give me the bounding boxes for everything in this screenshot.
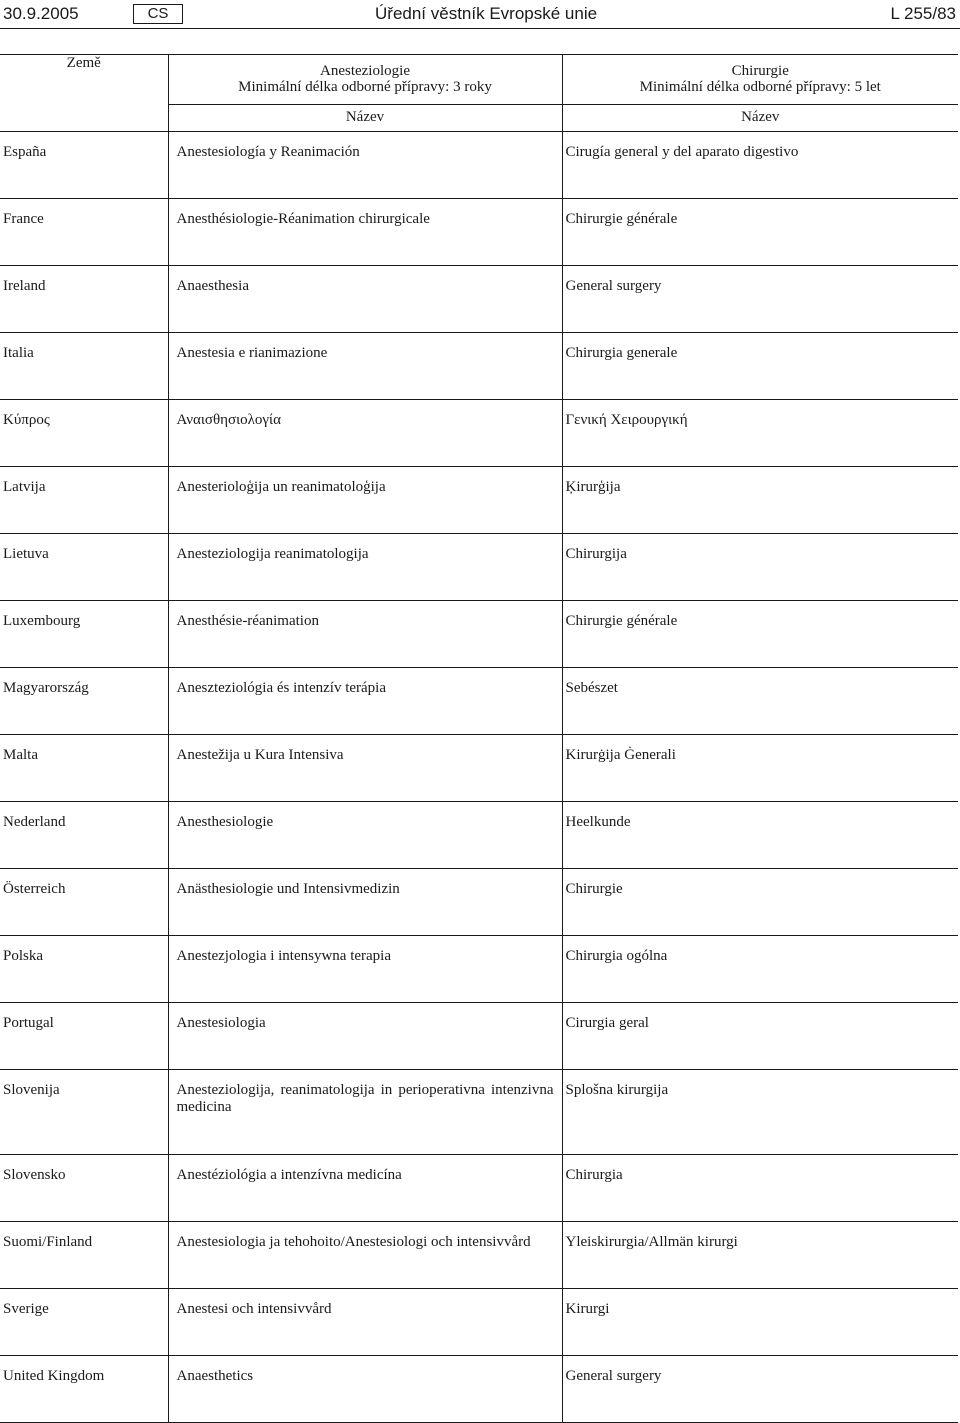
journal-title: Úřední věstník Evropské unie: [375, 4, 598, 23]
anaesthesia-name: Anesterioloģija un reanimatoloģija: [176, 479, 386, 495]
country-name: Κύπρος: [3, 412, 50, 428]
surgery-cell: [562, 1222, 958, 1289]
anaesthesia-cell: [168, 802, 562, 869]
country-cell: [0, 1003, 168, 1070]
country-cell: [0, 735, 168, 802]
country-name: Slovensko: [3, 1167, 66, 1183]
table-row: [0, 1070, 958, 1155]
country-name: United Kingdom: [3, 1368, 105, 1384]
surgery-name: Chirurgija: [565, 546, 627, 562]
surgery-name: General surgery: [565, 278, 662, 294]
country-name: Lietuva: [3, 546, 49, 562]
anaesthesia-cell: [168, 668, 562, 735]
surgery-cell: [562, 1003, 958, 1070]
country-cell: [0, 802, 168, 869]
page-reference: L 255/83: [890, 4, 956, 23]
anaesthesia-cell: [168, 400, 562, 467]
country-cell: [0, 869, 168, 936]
anaesthesia-column-header: [168, 55, 562, 105]
surgery-name: Chirurgia: [565, 1167, 623, 1183]
table-row: [0, 936, 958, 1003]
surgery-cell: [562, 668, 958, 735]
surgery-cell: [562, 132, 958, 199]
table-row: [0, 333, 958, 400]
country-cell: [0, 1070, 168, 1155]
surgery-cell: [562, 266, 958, 333]
surgery-name: Ķirurģija: [565, 479, 621, 495]
surgery-cell: [562, 467, 958, 534]
country-cell: [0, 1155, 168, 1222]
anaesthesia-name-label: Název: [168, 105, 562, 132]
country-name: Sverige: [3, 1301, 49, 1317]
country-cell: [0, 199, 168, 266]
table-row: [0, 1289, 958, 1356]
table-row: [0, 199, 958, 266]
publication-date: 30.9.2005: [3, 4, 79, 23]
table-row: [0, 735, 958, 802]
surgery-name: Chirurgie générale: [565, 211, 678, 227]
surgery-cell: [562, 333, 958, 400]
anaesthesia-cell: [168, 1003, 562, 1070]
country-name: Nederland: [3, 814, 66, 830]
anaesthesia-cell: [168, 735, 562, 802]
country-name: Magyarország: [3, 680, 89, 696]
country-name: Slovenija: [3, 1082, 60, 1098]
anaesthesia-name: Anestesiologia ja tehohoito/Anestesiologi och intensivvård: [176, 1234, 531, 1250]
table-row: [0, 1356, 958, 1423]
surgery-name: Kirurġija Ġenerali: [565, 747, 676, 763]
surgery-name: General surgery: [565, 1368, 662, 1384]
table-row: [0, 802, 958, 869]
table-row: [0, 668, 958, 735]
page-header: [0, 0, 960, 28]
anaesthesia-cell: [168, 601, 562, 668]
country-cell: [0, 1356, 168, 1423]
anaesthesia-name: Anesteziologija, reanimatologija in perioperativna intenzivna medicina: [176, 1082, 554, 1115]
anaesthesia-name: Αναισθησιολογία: [176, 412, 281, 428]
country-name: Malta: [3, 747, 38, 763]
header-divider: [0, 28, 960, 29]
country-cell: [0, 132, 168, 199]
surgery-name: Cirurgia geral: [565, 1015, 649, 1031]
anaesthesia-cell: [168, 1289, 562, 1356]
surgery-cell: [562, 802, 958, 869]
surgery-column-header: [562, 55, 958, 105]
country-cell: [0, 400, 168, 467]
language-badge: CS: [133, 4, 183, 24]
country-name: Italia: [3, 345, 34, 361]
surgery-cell: [562, 534, 958, 601]
anaesthesia-name: Anesthésie-réanimation: [176, 613, 319, 629]
country-name: Luxembourg: [3, 613, 81, 629]
country-name: Ireland: [3, 278, 46, 294]
anaesthesia-cell: [168, 869, 562, 936]
surgery-cell: [562, 1289, 958, 1356]
table-row: [0, 467, 958, 534]
table-row: [0, 1003, 958, 1070]
surgery-cell: [562, 1155, 958, 1222]
surgery-name: Cirugía general y del aparato digestivo: [565, 144, 799, 160]
surgery-training: Minimální délka odborné přípravy: 5 let: [639, 79, 881, 95]
table-row: [0, 266, 958, 333]
country-cell: [0, 668, 168, 735]
table-row: [0, 132, 958, 199]
anaesthesia-name: Anestezjologia i intensywna terapia: [176, 948, 392, 964]
anaesthesia-cell: [168, 1155, 562, 1222]
anaesthesia-cell: [168, 534, 562, 601]
anaesthesia-name: Anestesiología y Reanimación: [176, 144, 360, 160]
anaesthesia-cell: [168, 1356, 562, 1423]
country-cell: [0, 534, 168, 601]
anaesthesia-name: Anaesthetics: [176, 1368, 254, 1384]
country-name: Suomi/Finland: [3, 1234, 93, 1250]
surgery-name: Yleiskirurgia/Allmän kirurgi: [565, 1234, 738, 1250]
anaesthesia-cell: [168, 199, 562, 266]
surgery-cell: [562, 735, 958, 802]
country-name: Portugal: [3, 1015, 54, 1031]
country-cell: [0, 1222, 168, 1289]
surgery-cell: [562, 400, 958, 467]
surgery-name: Chirurgia generale: [565, 345, 678, 361]
anaesthesia-name: Anesteziologija reanimatologija: [176, 546, 369, 562]
anaesthesia-name: Anesthesiologie: [176, 814, 274, 830]
country-cell: [0, 333, 168, 400]
anaesthesia-cell: [168, 936, 562, 1003]
anaesthesia-cell: [168, 333, 562, 400]
table-row: [0, 1222, 958, 1289]
anaesthesia-cell: [168, 1070, 562, 1155]
anaesthesia-name: Anaesthesia: [176, 278, 249, 294]
table-row: [0, 869, 958, 936]
surgery-cell: [562, 1356, 958, 1423]
anaesthesia-cell: [168, 467, 562, 534]
surgery-cell: [562, 936, 958, 1003]
surgery-name: Sebészet: [565, 680, 618, 696]
anaesthesia-cell: [168, 266, 562, 333]
surgery-name: Γενική Χειρουργική: [565, 412, 688, 428]
surgery-name: Chirurgie: [565, 881, 623, 897]
surgery-cell: [562, 869, 958, 936]
surgery-name: Splošna kirurgija: [565, 1082, 669, 1098]
country-name: Polska: [3, 948, 44, 964]
table-row: [0, 534, 958, 601]
surgery-cell: [562, 601, 958, 668]
anaesthesia-name: Anästhesiologie und Intensivmedizin: [176, 881, 400, 897]
table-body: [0, 132, 958, 1423]
country-name: France: [3, 211, 44, 227]
table-row: [0, 400, 958, 467]
anaesthesia-cell: [168, 1222, 562, 1289]
country-name: Österreich: [3, 881, 66, 897]
country-cell: [0, 1289, 168, 1356]
surgery-cell: [562, 199, 958, 266]
anaesthesia-name: Anestežija u Kura Intensiva: [176, 747, 344, 763]
anaesthesia-name: Anestesi och intensivvård: [176, 1301, 332, 1317]
surgery-name-label: Název: [562, 105, 958, 132]
country-cell: [0, 936, 168, 1003]
table-row: [0, 1155, 958, 1222]
surgery-name: Kirurgi: [565, 1301, 610, 1317]
specialties-table: [0, 54, 958, 1423]
country-column-header: Země: [0, 55, 168, 132]
anaesthesia-name: Aneszteziológia és intenzív terápia: [176, 680, 386, 696]
surgery-cell: [562, 1070, 958, 1155]
country-cell: [0, 601, 168, 668]
table-row: [0, 601, 958, 668]
country-name: Latvija: [3, 479, 46, 495]
anaesthesia-name: Anestesiologia: [176, 1015, 266, 1031]
surgery-title: Chirurgie: [731, 63, 789, 79]
anaesthesia-name: Anestéziológia a intenzívna medicína: [176, 1167, 402, 1183]
surgery-name: Chirurgia ogólna: [565, 948, 668, 964]
anaesthesia-name: Anestesia e rianimazione: [176, 345, 328, 361]
country-name: España: [3, 144, 47, 160]
surgery-name: Chirurgie générale: [565, 613, 678, 629]
country-cell: [0, 467, 168, 534]
anaesthesia-title: Anesteziologie: [320, 63, 410, 79]
anaesthesia-name: Anesthésiologie-Réanimation chirurgicale: [176, 211, 430, 227]
country-cell: [0, 266, 168, 333]
table-header: [0, 55, 958, 132]
surgery-name: Heelkunde: [565, 814, 631, 830]
anaesthesia-cell: [168, 132, 562, 199]
anaesthesia-training: Minimální délka odborné přípravy: 3 roky: [238, 79, 492, 95]
